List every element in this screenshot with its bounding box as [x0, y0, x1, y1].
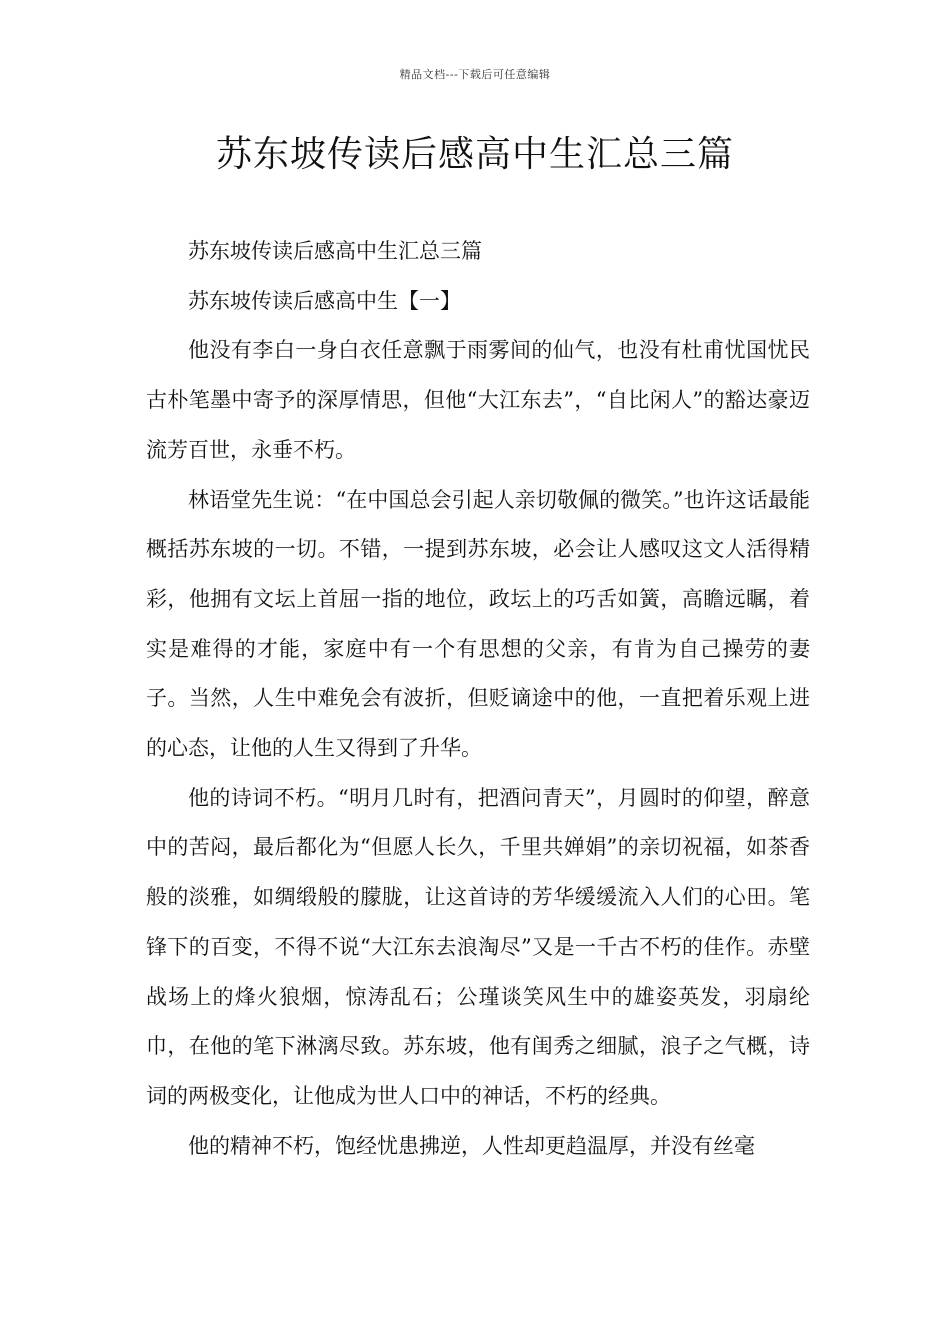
paragraph: 他的诗词不朽。“明月几时有，把酒问青天”，月圆时的仰望，醉意中的苦闷，最后都化为“但愿人长久，千里共婵娟”的亲切祝福，如茶香般的淡雅，如绸缎般的朦胧，让这首诗的芳华缓缓流入人们的心田。笔锋下的百变，不得不说“大江东去浪淘尽”又是一千古不朽的佳作。赤壁战场上的烽火狼烟，惊涛乱石；公瑾谈笑风生中的雄姿英发，羽扇纶巾，在他的笔下淋漓尽致。苏东坡，他有闺秀之细腻，浪子之气概，诗词的两极变化，让他成为世人口中的神话，不朽的经典。 — [146, 785, 810, 1108]
paragraph: 他的精神不朽，饱经忧患拂逆，人性却更趋温厚，并没有丝毫 — [188, 1133, 755, 1158]
document-title: 苏东坡传读后感高中生汇总三篇 — [215, 134, 734, 175]
paragraph-section-heading: 苏东坡传读后感高中生【一】 — [188, 288, 461, 313]
page-header-watermark: 精品文档---下载后可任意编辑 — [399, 68, 551, 81]
paragraph: 他没有李白一身白衣任意飘于雨雾间的仙气，也没有杜甫忧国忧民古朴笔墨中寄予的深厚情思，但他“大江东去”，“自比闲人”的豁达豪迈流芳百世，永垂不朽。 — [146, 338, 810, 462]
paragraph: 林语堂先生说：“在中国总会引起人亲切敬佩的微笑。”也许这话最能概括苏东坡的一切。不错，一提到苏东坡，必会让人感叹这文人活得精彩，他拥有文坛上首屈一指的地位，政坛上的巧舌如簧，高瞻远瞩，着实是难得的才能，家庭中有一个有思想的父亲，有肯为自己操劳的妻子。当然，人生中难免会有波折，但贬谪途中的他，一直把着乐观上进的心态，让他的人生又得到了升华。 — [146, 487, 810, 761]
paragraph-subtitle: 苏东坡传读后感高中生汇总三篇 — [188, 239, 482, 263]
document-body — [146, 227, 810, 1171]
